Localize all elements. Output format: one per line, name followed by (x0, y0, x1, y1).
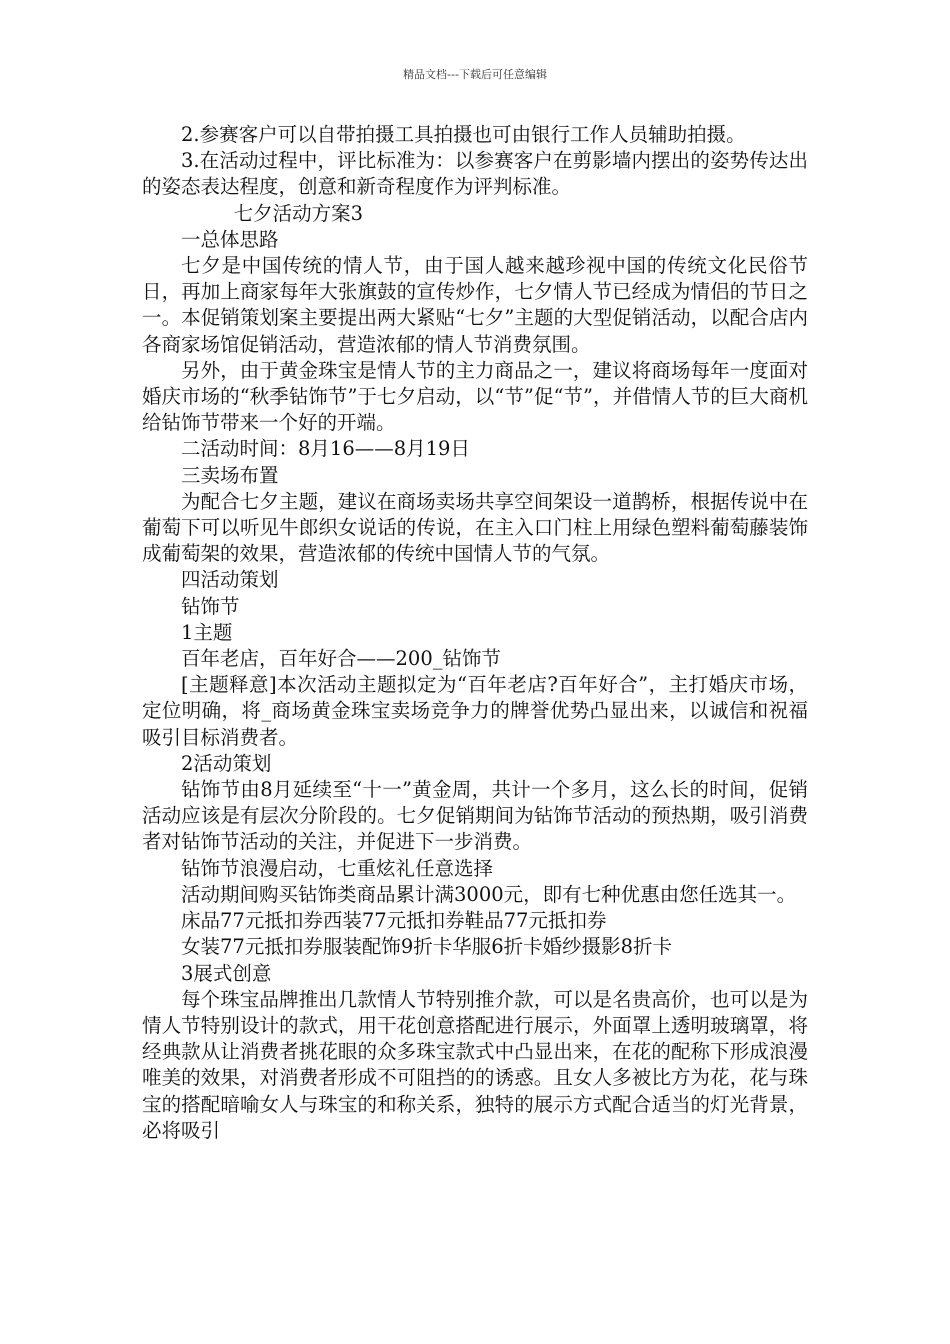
coupon-line-2: 女装77元抵扣券服装配饰9折卡华服6折卡婚纱摄影8折卡 (181, 935, 673, 959)
paragraph-rule-2: 2.参赛客户可以自带拍摄工具拍摄也可由银行工作人员辅助拍摄。 (181, 123, 746, 146)
coupon-line-1: 床品77元抵扣券西装77元抵扣券鞋品77元抵扣券 (181, 909, 607, 933)
page-header: 精品文档---下载后可任意编辑 (403, 68, 547, 81)
paragraph-jewelry: 另外，由于黄金珠宝是情人节的主力商品之一，建议将商场每年一度面对婚庆市场的“秋季钻饰节”于七夕启动，以“节”促“节”，并借情人节的巨大商机给钻饰节带来一个好的开端。 (142, 358, 808, 435)
heading-overall-idea: 一总体思路 (181, 227, 279, 251)
heading-diamond-festival: 钻饰节 (181, 594, 240, 618)
paragraph-rule-3: 3.在活动过程中，评比标准为：以参赛客户在剪影墙内摆出的姿势传达出的姿态表达程度，创意和新奇程度作为评判标准。 (142, 149, 808, 199)
heading-plan: 2活动策划 (181, 751, 272, 775)
section-title: 七夕活动方案3 (233, 201, 364, 225)
document-body (142, 122, 808, 1144)
promo-title: 钻饰节浪漫启动，七重炫礼任意选择 (181, 856, 494, 880)
theme-slogan: 百年老店，百年好合——200_钻饰节 (181, 647, 501, 671)
paragraph-store-layout: 为配合七夕主题，建议在商场卖场共享空间架设一道鹊桥，根据传说中在葡萄下可以听见牛郎织女说话的传说，在主入口门柱上用绿色塑料葡萄藤装饰成葡萄架的效果，营造浓郁的传统中国情人节的气氛。 (142, 489, 808, 566)
heading-theme: 1主题 (181, 620, 233, 644)
paragraph-promo: 活动期间购买钻饰类商品累计满3000元，即有七种优惠由您任选其一。 (181, 882, 797, 906)
heading-display-idea: 3展式创意 (181, 961, 272, 985)
paragraph-plan: 钻饰节由8月延续至“十一”黄金周，共计一个多月，这么长的时间，促销活动应该是有层次分阶段的。七夕促销期间为钻饰节活动的预热期，吸引消费者对钻饰节活动的关注，并促进下一步消费。 (142, 778, 808, 854)
heading-activity-plan: 四活动策划 (181, 568, 279, 592)
paragraph-overview: 七夕是中国传统的情人节，由于国人越来越珍视中国的传统文化民俗节日，再加上商家每年大张旗鼓的宣传炒作，七夕情人节已经成为情侣的节日之一。本促销策划案主要提出两大紧贴“七夕”主题的大型促销活动，以配合店内各商家场馆促销活动，营造浓郁的情人节消费氛围。 (142, 254, 808, 356)
heading-store-layout: 三卖场布置 (181, 463, 279, 487)
paragraph-display-idea: 每个珠宝品牌推出几款情人节特别推介款，可以是名贵高价，也可以是为情人节特别设计的款式，用干花创意搭配进行展示，外面罩上透明玻璃罩，将经典款从让消费者挑花眼的众多珠宝款式中凸显出来，在花的配称下形成浪漫唯美的效果，对消费者形成不可阻挡的的诱惑。且女人多被比方为花，花与珠宝的搭配暗喻女人与珠宝的和称关系，独特的展示方式配合适当的灯光背景，必将吸引 (142, 987, 808, 1142)
paragraph-theme-explanation: [主题释意]本次活动主题拟定为“百年老店?百年好合”，主打婚庆市场，定位明确，将_商场黄金珠宝卖场竞争力的牌誉优势凸显出来，以诚信和祝福吸引目标消费者。 (142, 673, 808, 749)
heading-activity-time: 二活动时间：8月16——8月19日 (181, 437, 470, 461)
